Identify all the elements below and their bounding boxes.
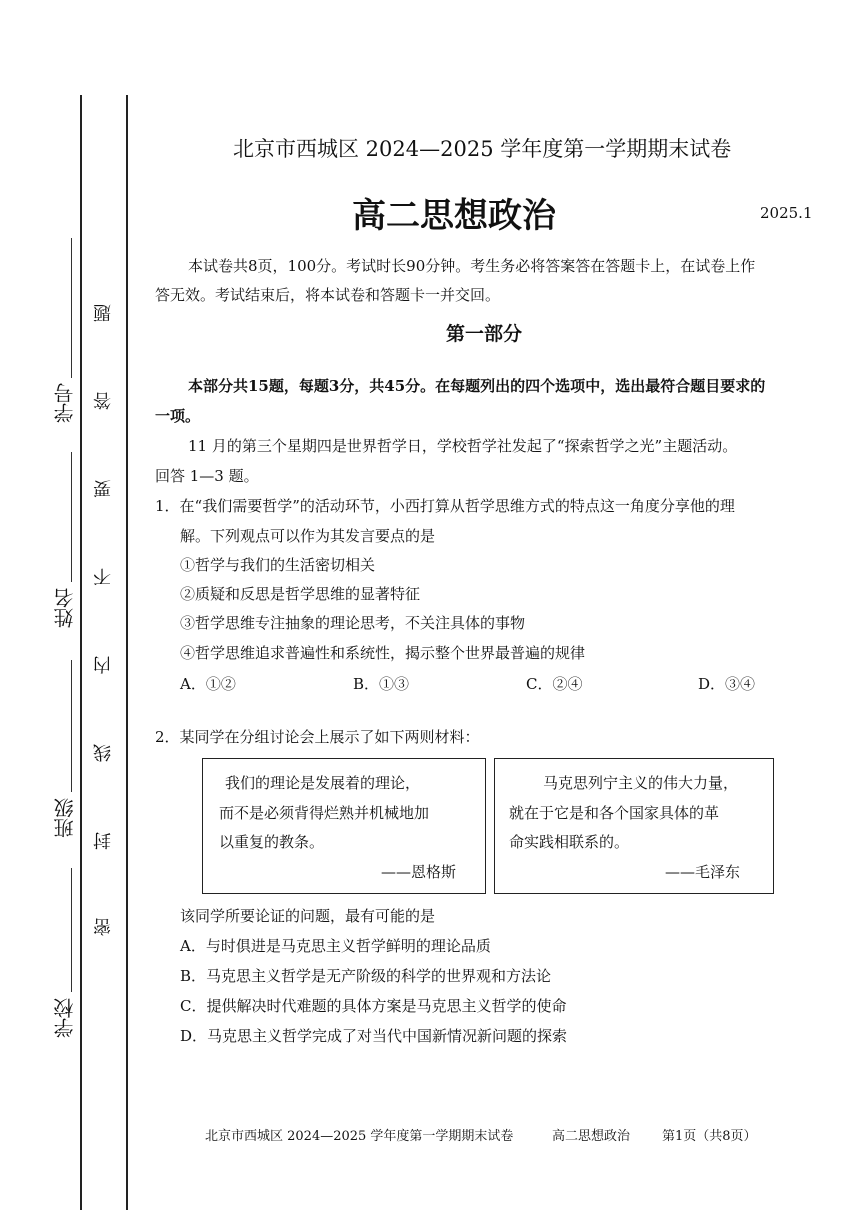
q1-statement-3: ③哲学思维专注抽象的理论思考，不关注具体的事物 xyxy=(180,614,526,632)
quote-engels-line-2: 而不是必须背得烂熟并机械地加 xyxy=(219,804,430,822)
class-label: 班级 xyxy=(53,798,77,838)
subject-title: 高二思想政治 xyxy=(352,196,556,236)
q1-statement-4: ④哲学思维追求普遍性和系统性，揭示整个世界最普遍的规律 xyxy=(180,644,586,662)
binding-line-outer xyxy=(80,95,82,1210)
seal-char-6: 线 xyxy=(93,744,114,762)
footer-page-number: 第1页（共8页） xyxy=(662,1129,757,1144)
footer-exam: 北京市西城区 2024—2025 学年度第一学期期末试卷 xyxy=(205,1129,514,1144)
footer-subject: 高二思想政治 xyxy=(552,1129,631,1144)
q1-option-a: A．①② xyxy=(180,675,236,693)
seal-char-8: 密 xyxy=(93,918,114,936)
seal-char-4: 不 xyxy=(93,568,114,586)
intro-line-2: 答无效。考试结束后，将本试卷和答题卡一并交回。 xyxy=(155,286,501,304)
quote-mao-line-3: 命实践相联系的。 xyxy=(509,833,630,851)
seal-char-5: 内 xyxy=(93,656,114,674)
q2-option-a: A．与时俱进是马克思主义哲学鲜明的理论品质 xyxy=(180,937,491,955)
quote-mao-line-2: 就在于它是和各个国家具体的革 xyxy=(509,804,720,822)
q1-option-c: C．②④ xyxy=(526,675,583,693)
context-line-1: 11 月的第三个星期四是世界哲学日，学校哲学社发起了“探索哲学之光”主题活动。 xyxy=(188,437,738,455)
q2-question: 该同学所要论证的问题，最有可能的是 xyxy=(180,907,436,925)
part-heading: 第一部分 xyxy=(446,323,523,345)
intro-line-1: 本试卷共8页，100分。考试时长90分钟。考生务必将答案答在答题卡上，在试卷上作 xyxy=(188,257,756,275)
q2-stem: 2．某同学在分组讨论会上展示了如下两则材料： xyxy=(155,728,480,746)
seal-char-7: 封 xyxy=(93,832,114,850)
name-fill-line xyxy=(71,452,72,582)
q2-option-c: C．提供解决时代难题的具体方案是马克思主义哲学的使命 xyxy=(180,997,567,1015)
q1-option-b: B．①③ xyxy=(353,675,410,693)
student-id-fill-line xyxy=(71,238,72,378)
quote-mao-line-1: 马克思列宁主义的伟大力量， xyxy=(543,774,739,792)
q1-option-d: D．③④ xyxy=(698,675,756,693)
q2-option-b: B．马克思主义哲学是无产阶级的科学的世界观和方法论 xyxy=(180,967,552,985)
context-line-2: 回答 1—3 题。 xyxy=(155,467,259,485)
quote-engels-author: ——恩格斯 xyxy=(381,863,457,881)
quote-mao-box xyxy=(494,758,774,894)
q1-stem-line-1: 1．在“我们需要哲学”的活动环节，小西打算从哲学思维方式的特点这一角度分享他的理 xyxy=(155,497,735,515)
quote-engels-line-1: 我们的理论是发展着的理论， xyxy=(225,774,421,792)
q1-stem-line-2: 解。下列观点可以作为其发言要点的是 xyxy=(180,527,436,545)
q2-option-d: D．马克思主义哲学完成了对当代中国新情况新问题的探索 xyxy=(180,1027,568,1045)
quote-engels-box xyxy=(202,758,486,894)
binding-line-inner xyxy=(126,95,128,1210)
school-fill-line xyxy=(71,868,72,992)
quote-engels-line-3: 以重复的教条。 xyxy=(219,833,325,851)
student-id-label: 学号 xyxy=(53,383,77,423)
q1-statement-1: ①哲学与我们的生活密切相关 xyxy=(180,556,376,574)
quote-mao-author: ——毛泽东 xyxy=(665,863,741,881)
school-label: 学校 xyxy=(53,998,77,1038)
part-instruction-line-1: 本部分共15题，每题3分，共45分。在每题列出的四个选项中，选出最符合题目要求的 xyxy=(188,377,766,395)
part-instruction-line-2: 一项。 xyxy=(155,407,201,425)
seal-char-1: 题 xyxy=(93,304,114,322)
name-label: 姓名 xyxy=(53,588,77,628)
q1-statement-2: ②质疑和反思是哲学思维的显著特征 xyxy=(180,585,421,603)
seal-char-3: 要 xyxy=(93,480,114,498)
seal-char-2: 答 xyxy=(93,392,114,410)
class-fill-line xyxy=(71,660,72,792)
exam-title: 北京市西城区 2024—2025 学年度第一学期期末试卷 xyxy=(233,137,732,161)
exam-date: 2025.1 xyxy=(760,204,813,222)
